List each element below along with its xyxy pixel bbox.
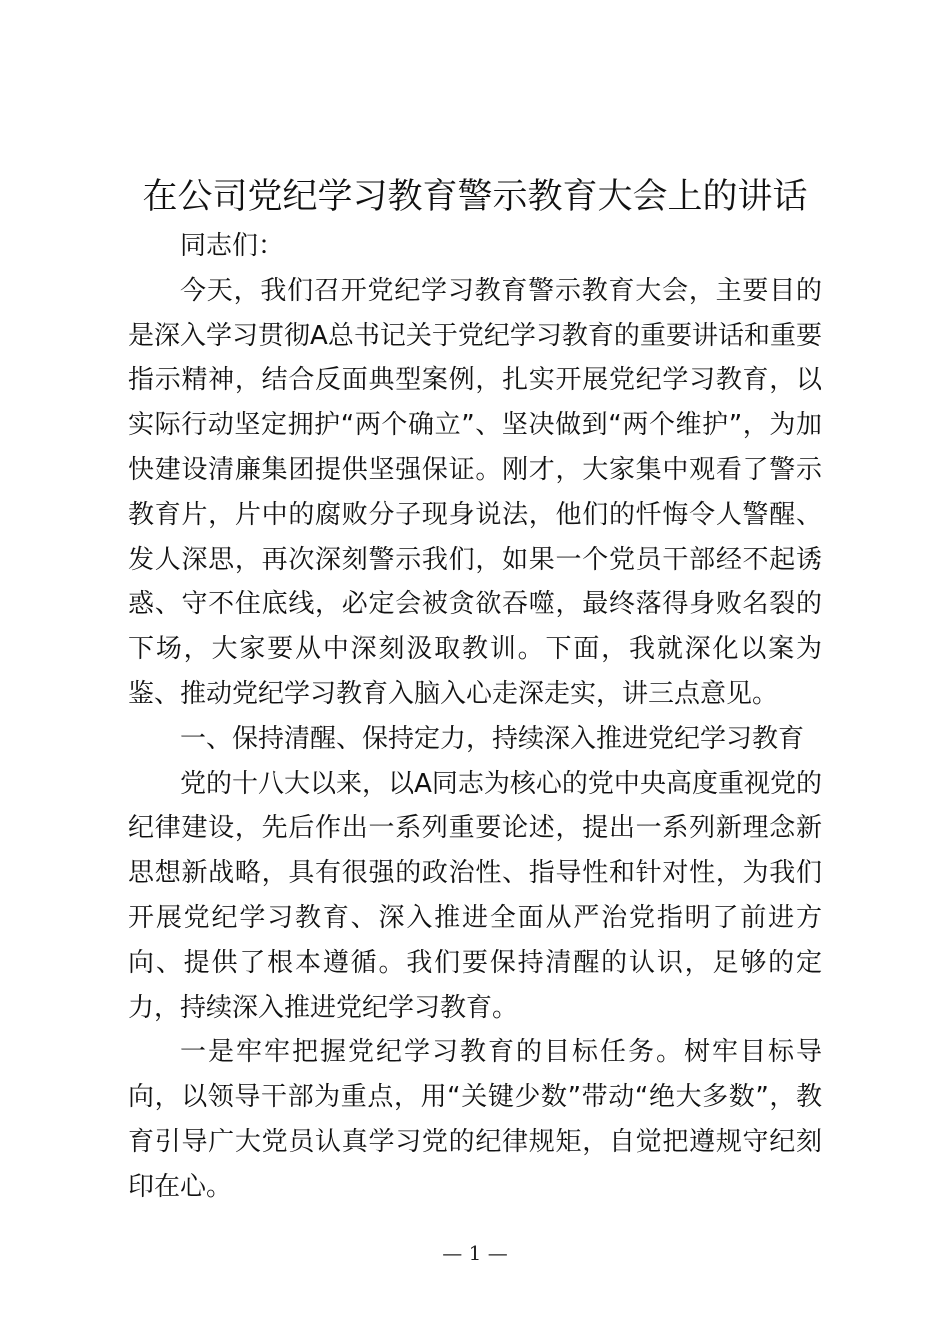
section-heading-1: 一、保持清醒、保持定力，持续深入推进党纪学习教育 [180,723,805,754]
document-title: 在公司党纪学习教育警示教育大会上的讲话 [142,177,808,217]
document-body [128,224,822,1210]
page-number: — 1 — [442,1241,508,1265]
point-1-paragraph: 一是牢牢把握党纪学习教育的目标任务。树牢目标导向，以领导干部为重点，用“关键少数”带动“绝大多数”，教育引导广大党员认真学习党的纪律规矩，自觉把遵规守纪刻印在心。 [128,1037,822,1202]
intro-paragraph: 今天，我们召开党纪学习教育警示教育大会，主要目的是深入学习贯彻A总书记关于党纪学习教育的重要讲话和重要指示精神，结合反面典型案例，扎实开展党纪学习教育，以实际行动坚定拥护“两个确立”、坚决做到“两个维护”，为加快建设清廉集团提供坚强保证。刚才，大家集中观看了警示教育片，片中的腐败分子现身说法，他们的忏悔令人警醒、发人深思，再次深刻警示我们，如果一个党员干部经不起诱惑、守不住底线，必定会被贪欲吞噬，最终落得身败名裂的下场，大家要从中深刻汲取教训。下面，我就深化以案为鉴、推动党纪学习教育入脑入心走深走实，讲三点意见。 [128,275,822,709]
section-1-paragraph: 党的十八大以来，以A同志为核心的党中央高度重视党的纪律建设，先后作出一系列重要论述，提出一系列新理念新思想新战略，具有很强的政治性、指导性和针对性，为我们开展党纪学习教育、深入推进全面从严治党指明了前进方向、提供了根本遵循。我们要保持清醒的认识，足够的定力，持续深入推进党纪学习教育。 [128,768,822,1023]
salutation-paragraph: 同志们： [180,231,285,261]
